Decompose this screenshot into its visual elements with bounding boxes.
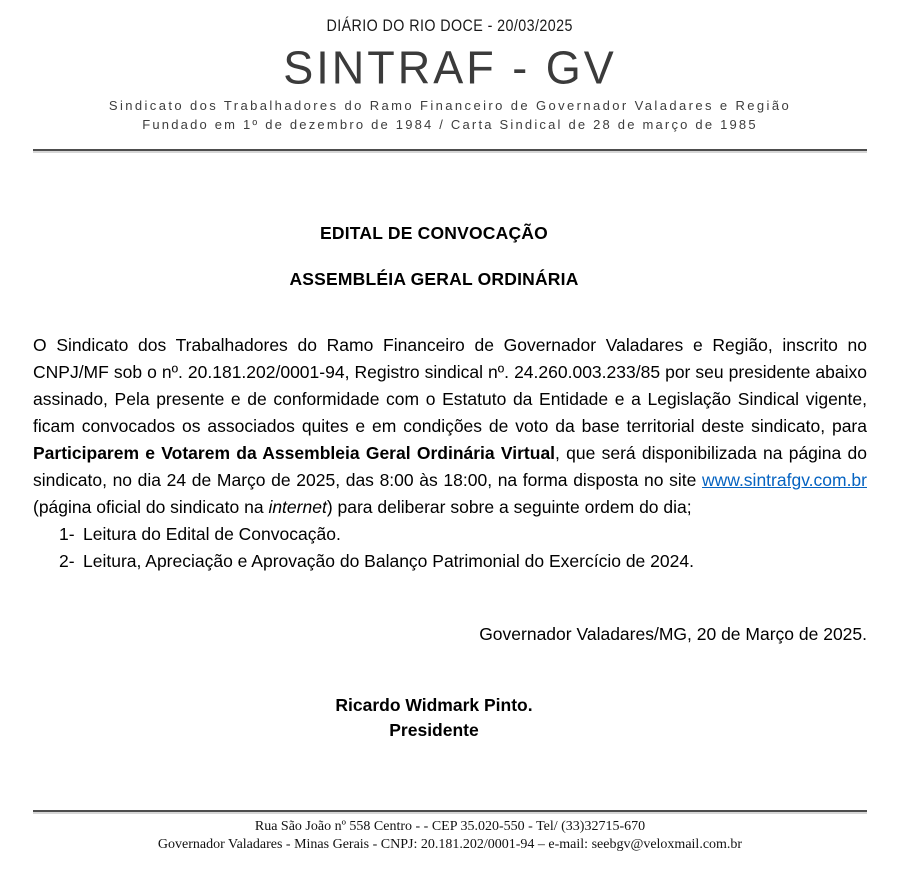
paragraph-segment-italic: internet: [268, 497, 327, 517]
agenda-list: [33, 521, 867, 575]
agenda-item-1: [33, 521, 867, 548]
paragraph-segment-normal: ) para deliberar sobre a seguinte ordem do dia;: [326, 497, 692, 517]
union-logo-subtitle-1: Sindicato dos Trabalhadores do Ramo Financeiro de Governador Valadares e Região: [108, 98, 792, 113]
union-logo-title: SINTRAF - GV: [283, 41, 617, 94]
website-link[interactable]: www.sintrafgv.com.br: [702, 470, 867, 490]
page-footer: [33, 810, 867, 853]
union-logo-subtitle-2: Fundado em 1º de dezembro de 1984 / Carta Sindical de 28 de março de 1985: [142, 117, 758, 132]
date-line: Governador Valadares/MG, 20 de Março de 2025.: [479, 624, 867, 644]
signature-name: Ricardo Widmark Pinto.: [335, 695, 533, 715]
paragraph-segment-normal: O Sindicato dos Trabalhadores do Ramo Financeiro de Governador Valadares e Região, inscrito no CNPJ/MF sob o nº. 20.181.202/0001-94, Registro sindical nº. 24.260.003.233/85 por seu presidente abaixo assinado, Pela presente e de conformidade com o Estatuto da Entidade e a Legislação Sindical vigente, ficam convocados os associados quites e em condições de voto da base territorial deste sindicato, para: [33, 335, 867, 436]
publication-date-line: [33, 0, 867, 36]
paragraph-segment-normal: , que será disponibilizada na página do sindicato, no dia 24 de Março de 2025, das 8:00 às 18:00, na forma disposta no site: [33, 443, 867, 490]
header-divider: [33, 149, 867, 151]
agenda-item-2-marker: 2-: [59, 551, 75, 571]
body-paragraph: [33, 332, 867, 521]
paragraph-segment-bold: Participarem e Votarem da Assembleia Geral Ordinária Virtual: [33, 443, 556, 463]
assembleia-heading: ASSEMBLÉIA GERAL ORDINÁRIA: [289, 269, 579, 289]
edital-heading: EDITAL DE CONVOCAÇÃO: [320, 223, 548, 243]
agenda-item-1-marker: 1-: [59, 524, 75, 544]
agenda-item-1-text: Leitura do Edital de Convocação.: [83, 524, 341, 544]
paragraph-segment-normal: (página oficial do sindicato na: [33, 497, 269, 517]
agenda-item-2: [33, 548, 867, 575]
publication-date-text: DIÁRIO DO RIO DOCE - 20/03/2025: [326, 16, 574, 35]
footer-divider: [33, 810, 867, 812]
signature-block: [33, 693, 867, 743]
agenda-item-2-text: Leitura, Apreciação e Aprovação do Balanço Patrimonial do Exercício de 2024.: [83, 551, 694, 571]
signature-title: Presidente: [389, 720, 479, 740]
footer-address-line-1: Rua São João nº 558 Centro - - CEP 35.020-550 - Tel/ (33)32715-670: [254, 819, 646, 834]
footer-address-line-2: Governador Valadares - Minas Gerais - CNPJ: 20.181.202/0001-94 – e-mail: seebgv@veloxmail.com.br: [157, 836, 743, 852]
